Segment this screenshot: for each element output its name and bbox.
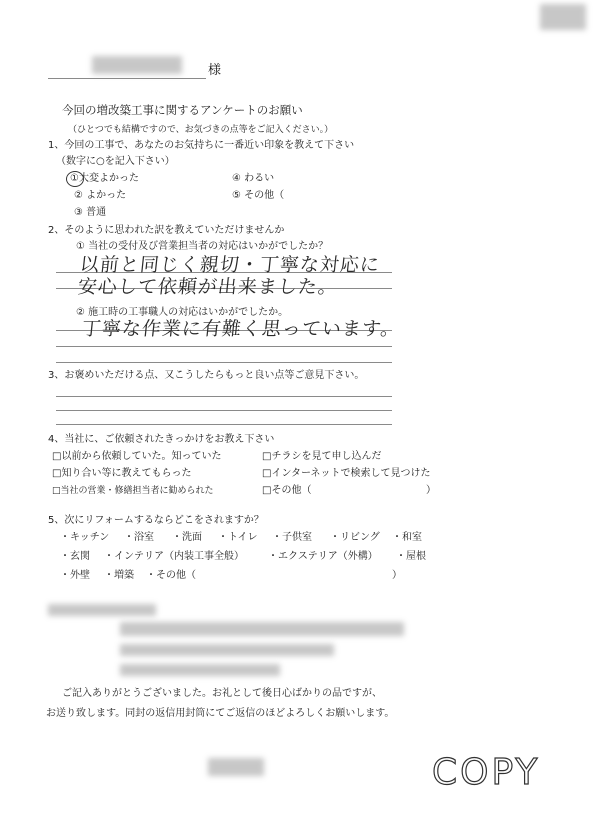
handwritten-answer1-line1: 以前と同じく親切・丁寧な対応に [78,254,382,276]
q3-line-3 [56,424,392,425]
q5-childrens-room[interactable]: ・子供室 [272,532,312,543]
q5-kitchen[interactable]: ・キッチン [60,532,110,543]
q5-bathroom[interactable]: ・浴室 [124,532,154,543]
q4-option-other[interactable]: □その他（ [262,485,312,496]
answer2-line-3 [56,362,392,363]
survey-intro: （ひとつでも結構ですので、お気づきの点等をご記入ください。） [68,125,334,135]
q5-extension[interactable]: ・増築 [104,570,134,581]
q1-option-good[interactable]: ② よかった [74,190,127,201]
redacted-phone [120,664,280,676]
q2-sub2: ② 施工時の工事職人の対応はいかがでしたか。 [76,307,289,318]
answer2-line-2 [56,346,392,347]
redacted-signature [208,758,264,776]
q5-other[interactable]: ・その他（ [146,570,196,581]
q4-option-flyer[interactable]: □チラシを見て申し込んだ [262,451,382,462]
q4-option-sales-staff[interactable]: □当社の営業・修繕担当者に勧められた [52,486,214,496]
q4-question: 4、当社に、ご依頼されたきっかけをお教え下さい [48,434,275,445]
handwritten-answer2: 丁寧な作業に有難く思っています。 [80,318,402,340]
closing-line-1: ご記入ありがとうございました。お礼として後日心ばかりの品ですが、 [62,688,382,699]
q5-question: 5、次にリフォームするならどこをされますか？ [48,515,264,526]
q5-washroom[interactable]: ・洗面 [172,532,202,543]
q1-question: 1、今回の工事で、あなたのお気持ちに一番近い印象を教えて下さい [48,140,355,151]
q4-option-referral[interactable]: □知り合い等に教えてもらった [52,468,192,479]
q4-option-prior-client[interactable]: □以前から依頼していた。知っていた [52,451,222,462]
q5-exterior[interactable]: ・エクステリア（外構） [268,551,378,562]
survey-title: 今回の増改築工事に関するアンケートのお願い [62,103,303,117]
honorific: 様 [208,63,222,78]
q1-option-other[interactable]: ⑤ その他（ [232,190,285,201]
q1-instruction: （数字に○を記入下さい） [56,156,175,167]
q1-option-average[interactable]: ③ 普通 [74,207,107,218]
q3-line-1 [56,396,392,397]
q5-outer-wall[interactable]: ・外壁 [60,570,90,581]
q5-japanese-room[interactable]: ・和室 [392,532,422,543]
handwritten-answer1-line2: 安心して依頼が出来ました。 [76,276,340,298]
q1-option-very-good[interactable]: ①大変よかった [70,173,139,184]
q5-toilet[interactable]: ・トイレ [218,532,258,543]
closing-line-2: お送り致します。同封の返信用封筒にてご返信のほどよろしくお願いします。 [46,708,395,719]
q5-roof[interactable]: ・屋根 [396,551,426,562]
q2-sub1: ① 当社の受付及び営業担当者の対応はいかがでしたか？ [76,241,329,252]
q5-other-close: ） [392,570,402,581]
redacted-address-detail [120,644,334,656]
q3-question: 3、お褒めいただける点、又こうしたらもっと良い点等ご意見下さい。 [48,370,365,381]
redacted-customer-name [92,56,182,74]
q4-option-other-close: ） [426,485,436,496]
name-underline [48,78,206,79]
q5-interior[interactable]: ・インテリア（内装工事全般） [104,551,244,562]
redacted-label [48,604,156,616]
q3-line-2 [56,410,392,411]
q5-living[interactable]: ・リビング [330,532,380,543]
redacted-address [120,622,404,636]
q2-question: 2、そのように思われた訳を教えていただけませんか [48,225,285,236]
q5-entrance[interactable]: ・玄関 [60,551,90,562]
q4-option-internet[interactable]: □インターネットで検索して見つけた [262,468,431,479]
q1-option-bad[interactable]: ④ わるい [232,173,275,184]
redacted-corner-mark [540,4,586,30]
copy-stamp: COPY [432,752,541,793]
